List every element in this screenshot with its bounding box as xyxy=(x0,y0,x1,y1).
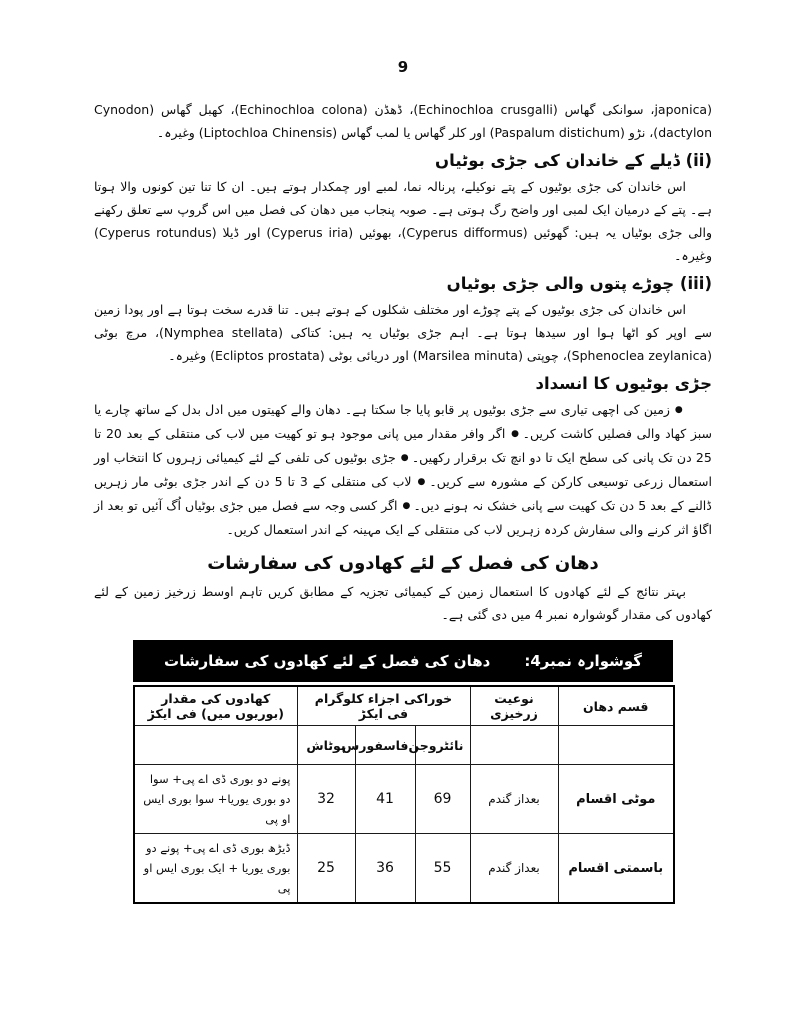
section-heading-broadleaf: (iii) چوڑے پتوں والی جڑی بوٹیاں xyxy=(446,274,712,293)
bullet-icon: ● xyxy=(416,477,427,487)
phosphorus-value: 36 xyxy=(355,834,415,904)
rice-type-cell: باسمتی اقسام xyxy=(558,834,674,904)
bullet-icon: ● xyxy=(402,501,411,511)
fertilizer-quantity-cell: ڈیڑھ بوری ڈی اے پی+ پونے دو بوری یوریا + ایک بوری ایس او پی xyxy=(134,834,297,904)
col-header-nitrogen: نائٹروجن xyxy=(415,726,470,765)
bullet-icon: ● xyxy=(400,453,409,463)
fertility-cell: بعداز گندم xyxy=(470,834,558,904)
fertilizer-quantity-cell: پونے دو بوری ڈی اے پی+ سوا دو بوری یوریا+ سوا بوری ایس او پی xyxy=(134,765,297,834)
table-caption-label: گوشوارہ نمبر4: xyxy=(524,652,642,670)
table-header-row xyxy=(134,686,674,726)
nitrogen-value: 55 xyxy=(415,834,470,904)
section-body-dila-family: اس خاندان کی جڑی بوٹیوں کے پتے نوکیلے، پرنالہ نما، لمبے اور چمکدار ہوتے ہیں۔ ان کا تنا تین کونوں والا ہوتا ہے۔ پتے کے درمیان ایک لمبی اور واضح رگ ہوتی ہے۔ صوبہ پنجاب میں دھان کی فصل میں اس گروپ سے تعلق رکھنے والی جڑی بوٹیاں یہ ہیں: گھوئیں (Cyperus difformus)، بھوئیں (Cyperus iria) اور ڈیلا (Cyperus rotundus) وغیرہ۔ xyxy=(94,179,713,263)
rice-type-cell: موٹی اقسام xyxy=(558,765,674,834)
bullet-text: اگر کسی وجہ سے فصل میں جڑی بوٹیاں اُگ آئیں تو بعد از اگاؤ اثر کرنے والی سفارش کردہ زہریں لاب کی منتقلی کے ایک مہینہ کے اندر استعمال کریں۔ xyxy=(94,498,712,537)
col-header-quantity: کھادوں کی مقدار (بوریوں میں) فی ایکڑ xyxy=(134,686,297,726)
table-row-coarse-varieties xyxy=(134,765,674,834)
page-content xyxy=(94,58,712,904)
fertilizer-intro: بہتر نتائج کے لئے کھادوں کا استعمال زمین کے کیمیائی تجزیہ کے مطابق کریں تاہم اوسط زرخیز زمین کے لئے کھادوں کی مقدار گوشوارہ نمبر 4 میں دی گئی ہے۔ xyxy=(94,584,712,622)
fertility-cell: بعداز گندم xyxy=(470,765,558,834)
table-caption-title: دھان کی فصل کے لئے کھادوں کی سفارشات xyxy=(164,652,491,670)
table-subheader-row xyxy=(134,726,674,765)
fertilizer-recommendations-heading: دھان کی فصل کے لئے کھادوں کی سفارشات xyxy=(207,553,599,574)
bullet-icon: ● xyxy=(674,405,683,415)
col-header-fertility: نوعیت زرخیزی xyxy=(470,686,558,726)
nitrogen-value: 69 xyxy=(415,765,470,834)
col-header-rice-type: قسم دھان xyxy=(558,686,674,726)
col-header-nutrients-group: خوراکی اجزاء کلوگرام فی ایکڑ xyxy=(297,686,470,726)
lead-paragraph: (japonica، سوانکی گھاس (Echinochloa crusgalli)، ڈھڈن (Echinochloa colona)، کھبل گھاس (Cynodon dactylon)، نڑو (Paspalum distichum) اور کلر گھاس یا لمب گھاس (Liptochloa Chinensis) وغیرہ۔ xyxy=(94,102,712,140)
empty-cell xyxy=(134,726,297,765)
weed-control-paragraph xyxy=(94,398,712,541)
page-number: 9 xyxy=(397,58,409,76)
fertilizer-table-grid xyxy=(133,685,675,904)
bullet-icon: ● xyxy=(510,429,520,439)
section-body-broadleaf: اس خاندان کی جڑی بوٹیوں کے پتے چوڑے اور مختلف شکلوں کے ہوتے ہیں۔ تنا قدرے سخت ہوتا ہے اور پودا زمین سے اوپر کو اٹھا ہوا اور سیدھا ہوتا ہے۔ اہم جڑی بوٹیاں یہ ہیں: کتاکی (Nymphea stellata)، مرچ بوٹی (Sphenoclea zeylanica)، چوپتی (Marsilea minuta) اور دریائی بوٹی (Ecliptos prostata) وغیرہ۔ xyxy=(94,302,712,363)
bullet-text: لاب کی منتقلی کے 3 تا 5 دن کے اندر جڑی بوٹی مار زہریں ڈالنے کے بعد 5 دن تک کھیت سے پانی خشک نہ ہونے دیں۔ xyxy=(94,474,712,513)
bullet-text: جڑی بوٹیوں کی تلفی کے لئے کیمیائی زہروں کا انتخاب اور استعمال زرعی توسیعی کارکن کے مشورہ سے کریں۔ xyxy=(94,450,713,489)
section-heading-weed-control: جڑی بوٹیوں کا انسداد xyxy=(535,374,712,393)
bullet-text: اگر وافر مقدار میں پانی موجود ہو تو کھیت میں لاب کی منتقلی کے بعد 20 تا 25 دن تک پانی کی سطح ایک تا دو انچ تک برقرار رکھیں۔ xyxy=(94,426,712,465)
empty-cell xyxy=(470,726,558,765)
section-heading-dila-family: (ii) ڈیلے کے خاندان کی جڑی بوٹیاں xyxy=(435,151,712,170)
fertilizer-table xyxy=(133,640,673,904)
empty-cell xyxy=(558,726,674,765)
potash-value: 32 xyxy=(297,765,355,834)
bullet-text: زمین کی اچھی تیاری سے جڑی بوٹیوں پر قابو پایا جا سکتا ہے۔ دھان والے کھیتوں میں ادل بدل کے ساتھ چارے یا سبز کھاد والی فصلیں کاشت کریں۔ xyxy=(94,402,713,441)
table-caption-banner xyxy=(133,640,673,682)
phosphorus-value: 41 xyxy=(355,765,415,834)
col-header-potash: پوٹاش xyxy=(297,726,355,765)
potash-value: 25 xyxy=(297,834,355,904)
table-row-basmati-varieties xyxy=(134,834,674,904)
col-header-phosphorus: فاسفورس xyxy=(355,726,415,765)
